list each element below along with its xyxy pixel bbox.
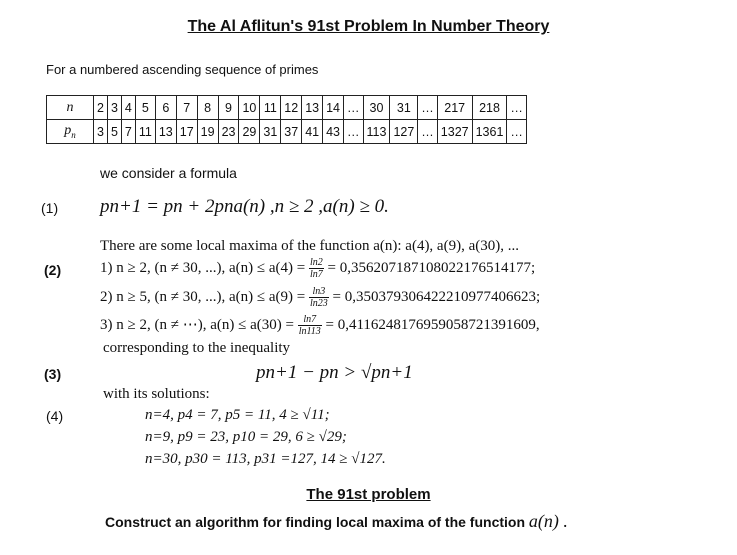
solution-2: n=9, p9 = 23, p10 = 29, 6 ≥ √29; <box>145 429 347 445</box>
table-cell: 113 <box>363 120 390 144</box>
table-cell: 41 <box>302 120 323 144</box>
fraction-denominator: ln23 <box>309 298 328 309</box>
table-cell: 218 <box>472 96 507 120</box>
problem-text: Construct an algorithm for finding local maxima of the function <box>105 514 526 530</box>
condition-1 <box>100 257 535 280</box>
table-cell: 5 <box>135 96 155 120</box>
table-cell: … <box>344 120 364 144</box>
table-cell: 43 <box>323 120 344 144</box>
primes-table <box>46 95 527 144</box>
table-cell: 1327 <box>437 120 472 144</box>
table-cell: 8 <box>197 96 218 120</box>
condition-1-value: = 0,356207187108022176514177; <box>327 259 536 276</box>
table-cell: 30 <box>363 96 390 120</box>
table-cell: 31 <box>260 120 281 144</box>
label-3: (3) <box>44 366 62 382</box>
label-1: (1) <box>41 200 59 216</box>
table-cell: 3 <box>107 96 121 120</box>
inequality-intro: corresponding to the inequality <box>103 340 291 356</box>
table-cell: 29 <box>239 120 260 144</box>
condition-2-prefix: 2) n ≥ 5, (n ≠ 30, ...), a(n) ≤ a(9) = <box>100 288 306 305</box>
intro-text: For a numbered ascending sequence of primes <box>46 62 319 77</box>
label-2: (2) <box>44 262 62 278</box>
table-cell: 37 <box>281 120 302 144</box>
table-cell: 11 <box>135 120 155 144</box>
table-cell: 13 <box>302 96 323 120</box>
condition-3-value: = 0,411624817695905872139160​9, <box>325 316 540 333</box>
table-cell: … <box>507 120 527 144</box>
table-cell: … <box>344 96 364 120</box>
table-row-n <box>47 96 527 120</box>
table-cell: 3 <box>94 120 108 144</box>
table-cell: 11 <box>260 96 281 120</box>
table-cell: 9 <box>218 96 239 120</box>
row-label-p: $p_n$ <box>47 120 94 144</box>
condition-3-fraction <box>298 314 322 337</box>
table-cell: 17 <box>176 120 197 144</box>
table-cell: 23 <box>218 120 239 144</box>
solution-3: n=30, p30 = 113, p31 =127, 14 ≥ √127. <box>145 451 386 467</box>
table-cell: 2 <box>94 96 108 120</box>
page-title: The Al Aflitun's 91st Problem In Number Theory <box>187 18 550 35</box>
table-cell: 1361 <box>472 120 507 144</box>
condition-2-value: = 0,350379306422210977406623; <box>332 288 541 305</box>
table-cell: 12 <box>281 96 302 120</box>
table-cell: 217 <box>437 96 472 120</box>
table-cell: 7 <box>121 120 135 144</box>
formula-1: pn+1 = pn + 2pna(n) ,n ≥ 2 ,a(n) ≥ 0. <box>100 196 389 217</box>
problem-function: a(n) . <box>528 511 568 531</box>
fraction-denominator: ln7 <box>309 269 323 280</box>
table-cell: … <box>418 120 438 144</box>
condition-1-fraction <box>309 257 324 280</box>
solution-1: n=4, p4 = 7, p5 = 11, 4 ≥ √11; <box>145 407 330 423</box>
formula-intro: we consider a formula <box>100 165 237 181</box>
table-cell: 10 <box>239 96 260 120</box>
fraction-numerator: ln3 <box>309 286 329 298</box>
inequality: pn+1 − pn > √pn+1 <box>256 362 413 383</box>
fraction-numerator: ln2 <box>309 257 323 268</box>
condition-1-prefix: 1) n ≥ 2, (n ≠ 30, ...), a(n) ≤ a(4) = <box>100 259 306 276</box>
row-label-n: n <box>47 96 94 120</box>
condition-3 <box>100 314 540 337</box>
table-cell: 14 <box>323 96 344 120</box>
table-cell: 4 <box>121 96 135 120</box>
solutions-intro: with its solutions: <box>103 386 210 402</box>
table-cell: … <box>418 96 438 120</box>
table-cell: 6 <box>155 96 176 120</box>
problem-statement <box>105 511 568 532</box>
label-4: (4) <box>46 408 64 424</box>
table-cell: 31 <box>390 96 418 120</box>
maxima-intro: There are some local maxima of the function a(n): a(4), a(9), a(30), ... <box>100 238 519 254</box>
table-row-p <box>47 120 527 144</box>
condition-3-prefix: 3) n ≥ 2, (n ≠ ⋯), a(n) ≤ a(30) = <box>100 316 294 333</box>
table-cell: 19 <box>197 120 218 144</box>
condition-2 <box>100 286 540 309</box>
fraction-denominator: ln113 <box>298 326 321 337</box>
table-cell: 13 <box>155 120 176 144</box>
table-cell: 5 <box>107 120 121 144</box>
fraction-numerator: ln7 <box>298 314 322 326</box>
table-cell: … <box>507 96 527 120</box>
condition-2-fraction <box>309 286 329 309</box>
table-cell: 7 <box>176 96 197 120</box>
table-cell: 127 <box>390 120 418 144</box>
problem-title: The 91st problem <box>306 486 431 503</box>
